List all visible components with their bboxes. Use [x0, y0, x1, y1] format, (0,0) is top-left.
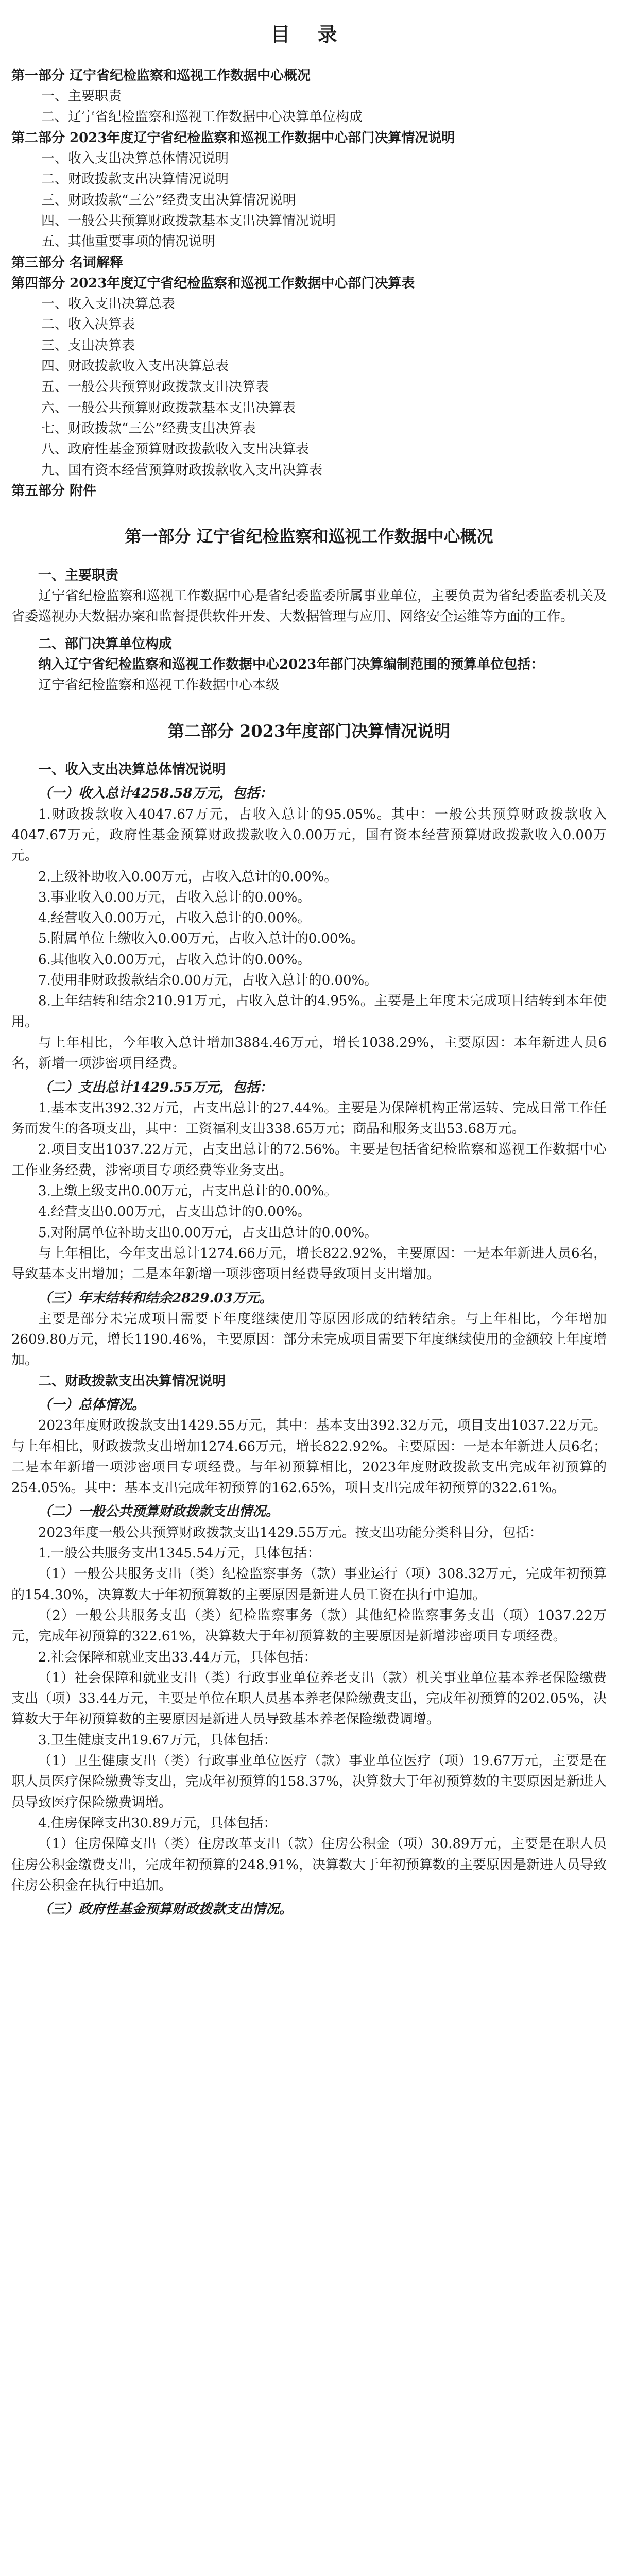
part1-title: 第一部分 辽宁省纪检监察和巡视工作数据中心概况: [125, 527, 493, 547]
income-total-heading: （一）收入总计4258.58万元，包括：: [38, 786, 273, 802]
expense-item: 与上年相比，今年支出总计1274.66万元，增长822.92%，主要原因：一是本年新进人员6名，导致基本支出增加；二是本年新增一项涉密项目经费导致项目支出增加。: [11, 1245, 607, 1282]
duties-paragraph: 辽宁省纪检监察和巡视工作数据中心是省纪委监委所属事业单位，主要负责为省纪委监委机关及省委巡视办大数据办案和监督提供软件开发、大数据管理与应用、网络安全运维等方面的工作。: [11, 588, 607, 625]
income-item: 4.经营收入0.00万元，占收入总计的0.00%。: [38, 910, 311, 926]
income-item: 8.上年结转和结余210.91万元，占收入总计的4.95%。主要是上年度未完成项目结转到本年使用。: [11, 993, 607, 1030]
general-budget-intro: 2023年度一般公共预算财政拨款支出1429.55万元。按支出功能分类科目分，包括：: [38, 1524, 543, 1540]
carryover-heading: （三）年末结转和结余2829.03万元。: [38, 1290, 273, 1306]
general-budget-heading: （二）一般公共预算财政拨款支出情况。: [38, 1504, 280, 1520]
structure-unit: 辽宁省纪检监察和巡视工作数据中心本级: [38, 677, 280, 693]
expense-item: 4.经营支出0.00万元，占支出总计的0.00%。: [38, 1204, 311, 1220]
general-budget-item: 3.卫生健康支出19.67万元，具体包括：: [38, 1732, 277, 1748]
income-item: 2.上级补助收入0.00万元，占收入总计的0.00%。: [38, 869, 338, 885]
toc-sub-entry: 五、其他重要事项的情况说明: [41, 234, 216, 250]
expense-item: 3.上缴上级支出0.00万元，占支出总计的0.00%。: [38, 1183, 338, 1199]
toc-sub-entry: 五、一般公共预算财政拨款支出决算表: [41, 379, 269, 395]
income-item: 3.事业收入0.00万元，占收入总计的0.00%。: [38, 889, 311, 905]
general-budget-item: 2.社会保障和就业支出33.44万元，具体包括：: [38, 1649, 317, 1665]
income-item: 5.附属单位上缴收入0.00万元，占收入总计的0.00%。: [38, 931, 365, 947]
toc-sub-entry: 六、一般公共预算财政拨款基本支出决算表: [41, 400, 296, 416]
carryover-paragraph: 主要是部分未完成项目需要下年度继续使用等原因形成的结转结余。与上年相比，今年增加2609.80万元，增长1190.46%，主要原因：部分未完成项目需要下年度继续使用的金额较上年度增加。: [11, 1311, 607, 1368]
toc-part-entry: 第一部分 辽宁省纪检监察和巡视工作数据中心概况: [11, 67, 311, 83]
income-item: 7.使用非财政拨款结余0.00万元，占收入总计的0.00%。: [38, 973, 378, 989]
expense-items: [11, 1098, 607, 1285]
general-budget-item: （1）住房保障支出（类）住房改革支出（款）住房公积金（项）30.89万元，主要是在职人员住房公积金缴费支出，完成年初预算的248.91%，决算数大于年初预算数的主要原因是新进人员导致住房公积金在执行中追加。: [11, 1836, 607, 1893]
toc-part-entry: 第五部分 附件: [11, 483, 97, 499]
expense-item: 1.基本支出392.32万元，占支出总计的27.44%。主要是为保障机构正常运转、完成日常工作任务而发生的各项支出，其中：工资福利支出338.65万元；商品和服务支出53.68万元。: [11, 1100, 607, 1137]
general-budget-item: 1.一般公共服务支出1345.54万元，具体包括：: [38, 1546, 321, 1562]
toc-sub-entry: 二、财政拨款支出决算情况说明: [41, 172, 229, 188]
overall-paragraph: 2023年度财政拨款支出1429.55万元，其中：基本支出392.32万元，项目支出1037.22万元。与上年相比，财政拨款支出增加1274.66万元，增长822.92%。主要原因：一是本年新进人员6名；二是本年新增一项涉密项目专项经费。与年初预算相比，2023年度财政拨款支出完成年初预算的254.05%。其中：基本支出完成年初预算的162.65%，项目支出完成年初预算的322.61%。: [11, 1418, 607, 1496]
gov-fund-heading: （三）政府性基金预算财政拨款支出情况。: [38, 1902, 293, 1918]
income-item: 与上年相比，今年收入总计增加3884.46万元，增长1038.29%，主要原因：本年新进人员6名，新增一项涉密项目经费。: [11, 1035, 607, 1072]
general-budget-item: （1）社会保障和就业支出（类）行政事业单位养老支出（款）机关事业单位基本养老保险缴费支出（项）33.44万元，主要是单位在职人员基本养老保险缴费支出，完成年初预算的202.05%，决算数大于年初预算数的主要原因是新进人员导致基本养老保险缴费调增。: [11, 1670, 607, 1727]
general-budget-item: （1）一般公共服务支出（类）纪检监察事务（款）事业运行（项）308.32万元，完成年初预算的154.30%，决算数大于年初预算数的主要原因是新进人员工资在执行中追加。: [11, 1566, 607, 1603]
expense-item: 2.项目支出1037.22万元，占支出总计的72.56%。主要是包括省纪检监察和巡视工作数据中心工作业务经费，涉密项目专项经费等业务支出。: [11, 1142, 607, 1178]
toc-sub-entry: 九、国有资本经营预算财政拨款收入支出决算表: [41, 462, 323, 478]
toc-sub-entry: 三、财政拨款“三公”经费支出决算情况说明: [41, 192, 296, 208]
general-budget-item: （2）一般公共服务支出（类）纪检监察事务（款）其他纪检监察事务支出（项）1037.22万元，完成年初预算的322.61%，决算数大于年初预算数的主要原因是新增涉密项目专项经费。: [11, 1607, 607, 1645]
toc-title: 目 录: [270, 23, 348, 46]
toc-sub-entry: 七、财政拨款“三公”经费支出决算表: [41, 420, 256, 436]
toc-part-entry: 第四部分 2023年度辽宁省纪检监察和巡视工作数据中心部门决算表: [11, 275, 415, 291]
toc-part-entry: 第二部分 2023年度辽宁省纪检监察和巡视工作数据中心部门决算情况说明: [11, 130, 455, 146]
fiscal-expense-heading: 二、财政拨款支出决算情况说明: [38, 1373, 226, 1389]
toc-sub-entry: 三、支出决算表: [41, 337, 135, 353]
general-budget-item: 4.住房保障支出30.89万元，具体包括：: [38, 1815, 277, 1831]
expense-total-heading: （二）支出总计1429.55万元，包括：: [38, 1079, 273, 1095]
toc-sub-entry: 八、政府性基金预算财政拨款收入支出决算表: [41, 442, 310, 457]
toc-sub-entry: 四、财政拨款收入支出决算总表: [41, 359, 229, 375]
toc-sub-entry: 二、收入决算表: [41, 317, 135, 333]
income-item: 1.财政拨款收入4047.67万元，占收入总计的95.05%。其中：一般公共预算财政拨款收入4047.67万元，政府性基金预算财政拨款收入0.00万元，国有资本经营预算财政拨款收入0.00万元。: [11, 806, 607, 864]
section-income-expense-heading: 一、收入支出决算总体情况说明: [38, 762, 226, 778]
toc-sub-entry: 四、一般公共预算财政拨款基本支出决算情况说明: [41, 213, 336, 229]
income-item: 6.其他收入0.00万元，占收入总计的0.00%。: [38, 952, 311, 968]
structure-intro: 纳入辽宁省纪检监察和巡视工作数据中心2023年部门决算编制范围的预算单位包括：: [38, 656, 544, 672]
toc-sub-entry: 一、收入支出决算总体情况说明: [41, 151, 229, 167]
toc-sub-entry: 一、收入支出决算总表: [41, 296, 176, 312]
structure-heading: 二、部门决算单位构成: [38, 636, 173, 652]
duties-heading: 一、主要职责: [38, 567, 119, 583]
overall-heading: （一）总体情况。: [38, 1397, 146, 1413]
toc-sub-entry: 一、主要职责: [41, 89, 122, 105]
toc-sub-entry: 二、辽宁省纪检监察和巡视工作数据中心决算单位构成: [41, 109, 363, 125]
income-items: [11, 804, 607, 1074]
general-budget-items: [11, 1543, 607, 1896]
expense-item: 5.对附属单位补助支出0.00万元，占支出总计的0.00%。: [38, 1225, 378, 1241]
general-budget-item: （1）卫生健康支出（类）行政事业单位医疗（款）事业单位医疗（项）19.67万元，主要是在职人员医疗保险缴费等支出，完成年初预算的158.37%，决算数大于年初预算数的主要原因是新进人员导致医疗保险缴费调增。: [11, 1753, 607, 1810]
toc-part-entry: 第三部分 名词解释: [11, 255, 124, 270]
table-of-contents: [11, 65, 607, 501]
part2-title: 第二部分 2023年度部门决算情况说明: [167, 721, 451, 741]
